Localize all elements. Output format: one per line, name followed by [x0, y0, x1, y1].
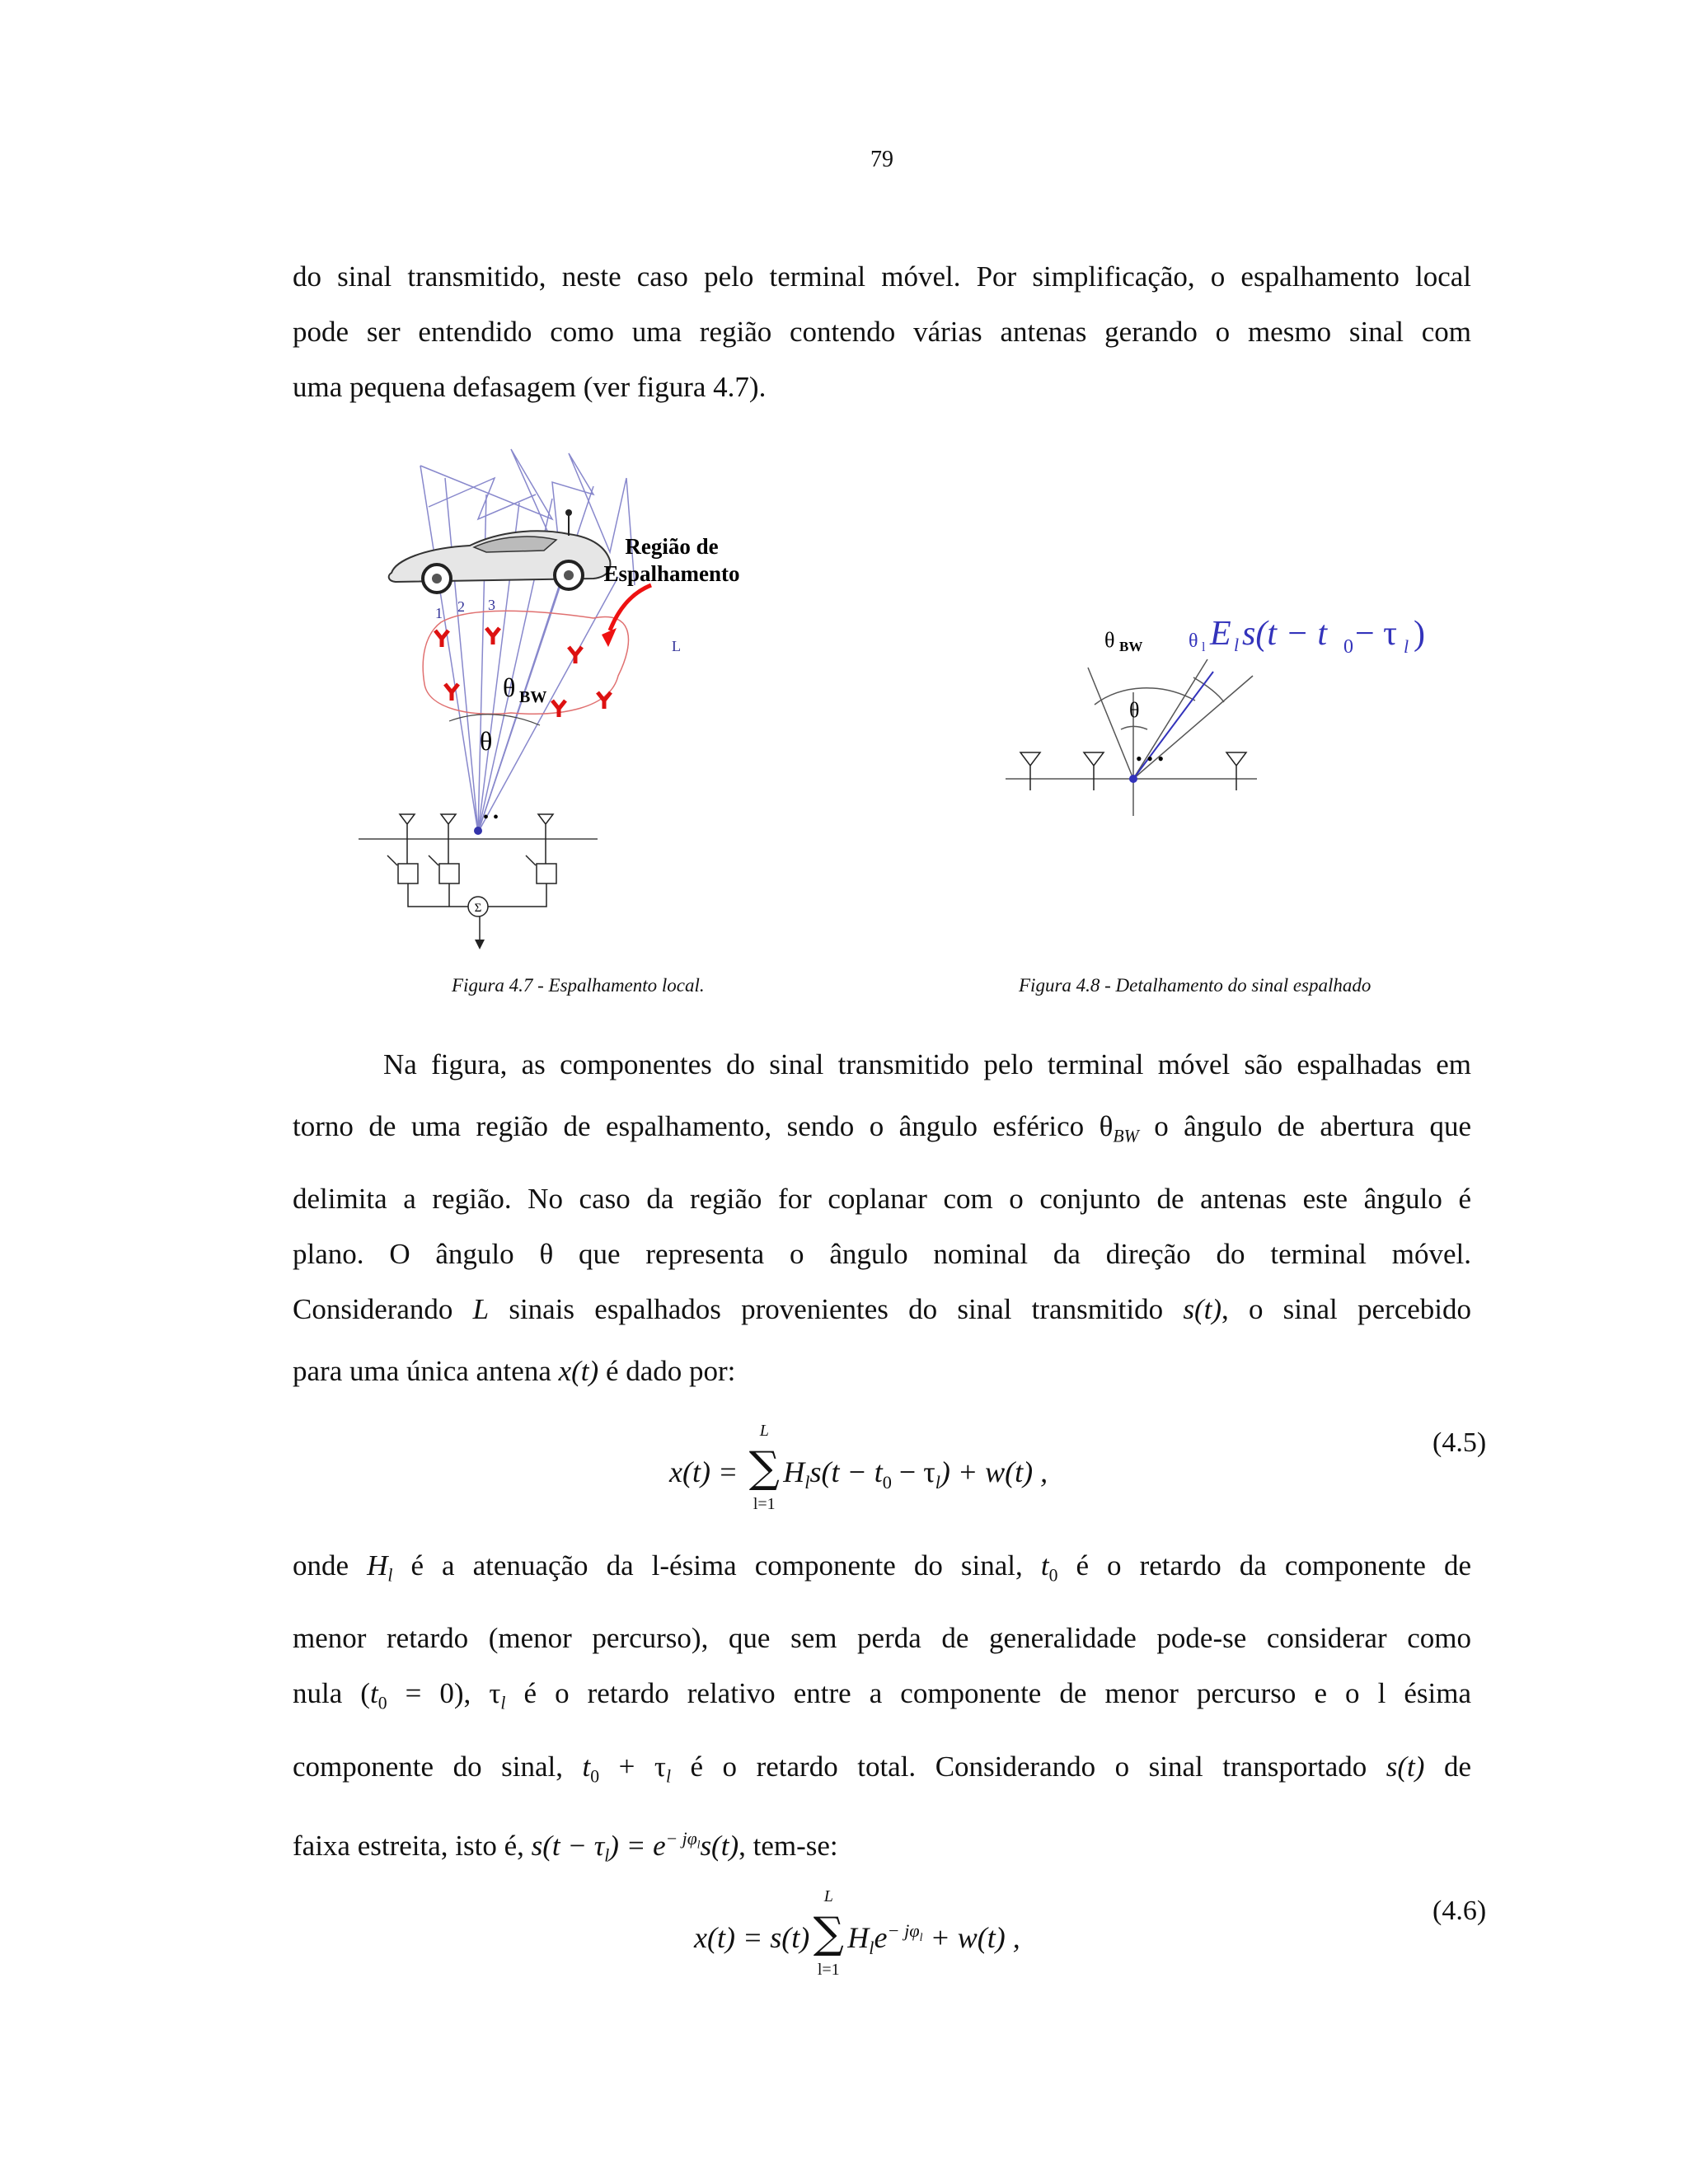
page-number: 79 [870, 147, 893, 172]
region-label-line1: Região de [625, 534, 719, 559]
fig48-signal-close: ) [1414, 615, 1425, 653]
theta-bw-subscript: BW [519, 688, 547, 706]
equation-4-6: x(t) = s(t) L ∑ l=1 $H_le^{- j\varphi_l} + w(t)$ , [694, 1887, 1020, 1979]
ray-label-L: L [672, 638, 681, 654]
fig48-signal-t0: 0 [1343, 636, 1353, 658]
p2-line-3: delimita a região. No caso da região for coplanar com o conjunto de antenas este ângulo é [293, 1182, 1471, 1215]
p2-line-4: plano. O ângulo θ que representa o ângulo nominal da direção do terminal móvel. [293, 1237, 1472, 1270]
intro-line-2: pode ser entendido como uma região contendo várias antenas gerando o mesmo sinal com [293, 316, 1471, 348]
equation-4-6-number: (4.6) [1432, 1896, 1487, 1926]
intro-paragraph [293, 249, 1471, 415]
body-paragraph-3 [293, 1538, 1471, 1883]
p2-line-6: para uma única antena x(t) é dado por: [293, 1354, 736, 1387]
car-icon [389, 509, 611, 593]
fig48-dots: • • • [1136, 748, 1165, 769]
fig48-theta-l: θ [1189, 630, 1198, 652]
figure-4-8-caption: Figura 4.8 - Detalhamento do sinal espalhado [1019, 975, 1372, 996]
fig48-theta-bw-sub: BW [1119, 639, 1143, 654]
equation-4-5-number: (4.5) [1432, 1427, 1487, 1458]
receive-antennas [387, 814, 556, 944]
theta-symbol: θ [480, 726, 493, 756]
region-arrow [610, 585, 651, 630]
ray-number-2: 2 [457, 598, 465, 615]
p3-line-1: onde $H_l$ é a atenuação da l-ésima componente do sinal, $t_0$ é o retardo da componente de [293, 1549, 1471, 1586]
fig48-signal-tau-sub: l [1404, 636, 1409, 657]
theta-bw-symbol: θ [503, 673, 516, 702]
scatter-rays [420, 449, 635, 832]
figure-4-7 [346, 445, 857, 972]
intro-line-3: uma pequena defasagem (ver figura 4.7). [293, 371, 767, 403]
sum-symbol: Σ [474, 902, 482, 915]
fig48-theta: θ [1129, 698, 1140, 722]
fig48-theta-l-sub: l [1202, 640, 1206, 654]
fig48-beam-lines [1006, 659, 1257, 816]
fig48-theta-bw: θ [1104, 628, 1115, 652]
fig48-signal-E: E [1210, 615, 1231, 653]
p3-line-3: nula $(t_0 = 0)$, $\tau_l$ é o retardo relativo entre a componente de menor percurso e o l ésima [293, 1676, 1472, 1713]
fig48-signal-body: s(t − t [1242, 615, 1328, 653]
region-label-line2: Espalhamento [603, 561, 740, 586]
p3-line-2: menor retardo (menor percurso), que sem perda de generalidade pode-se considerar como [293, 1621, 1471, 1654]
fig48-signal-E-sub: l [1234, 635, 1240, 655]
ray-number-3: 3 [488, 597, 495, 613]
fig48-signal-tau: − τ [1355, 615, 1398, 653]
intro-line-1: do sinal transmitido, neste caso pelo terminal móvel. Por simplificação, o espalhamento local [293, 260, 1471, 293]
p3-line-4: componente do sinal, $t_0 + \tau_l$ é o retardo total. Considerando o sinal transportado s(t) de [293, 1750, 1471, 1787]
p2-line-2: torno de uma região de espalhamento, sendo o ângulo esférico $\theta_{BW}$ o ângulo de abertura que [293, 1110, 1472, 1146]
ray-number-1: 1 [435, 605, 443, 621]
p3-line-5: faixa estreita, isto é, $s(t - \tau_l) = e^{- j\varphi_l}s(t)$, tem-se: [293, 1828, 838, 1866]
figure-4-8 [997, 602, 1442, 841]
p2-line-1: Na figura, as componentes do sinal transmitido pelo terminal móvel são espalhadas em [383, 1048, 1471, 1080]
equation-4-5: x(t) = L ∑ l=1 $H_ls(t - t_0 - \tau_l) + w(t)$ , [669, 1422, 1048, 1513]
figure-4-7-caption: Figura 4.7 - Espalhamento local. [452, 975, 705, 996]
body-paragraph-2 [293, 1037, 1471, 1399]
p2-line-5: Considerando L sinais espalhados provenientes do sinal transmitido s(t), o sinal percebido [293, 1292, 1471, 1325]
array-dots: • • [483, 808, 499, 827]
